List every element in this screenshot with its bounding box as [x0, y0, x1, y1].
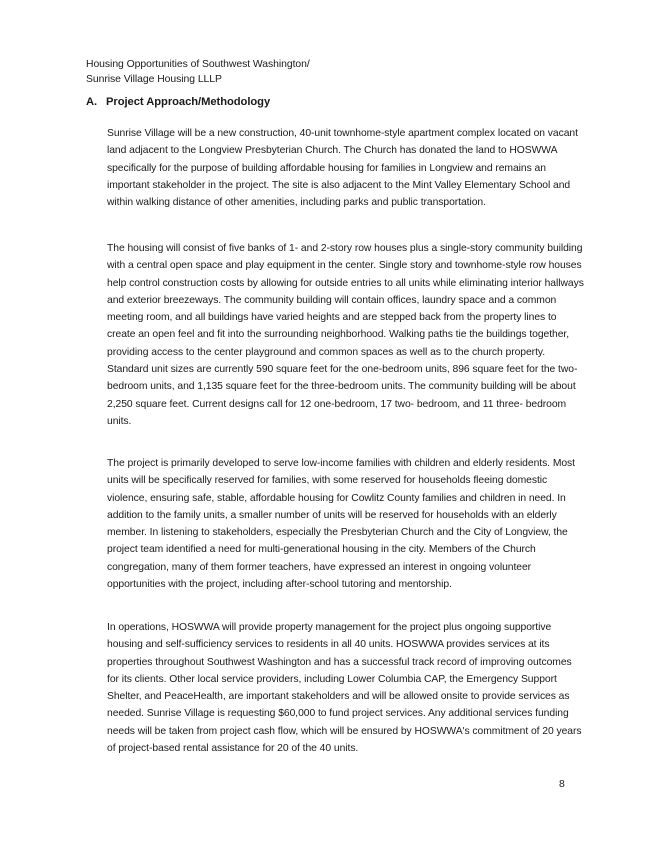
paragraph-site-overview: Sunrise Village will be a new construction, 40-unit townhome-style apartment complex located on vacant land adjacent to the Longview Presbyterian Church. The Church has donated the land to HOSWWA specifically for the purpose of building affordable housing for families in Longview and remains an important stakeholder in the project. The site is also adjacent to the Mint Valley Elementary School and within walking distance of other amenities, including parks and public transportation. [107, 128, 578, 209]
section-heading [86, 95, 270, 110]
paragraph-target-population: The project is primarily developed to serve low-income families with children and elderly residents. Most units will be specifically reserved for families, with some reserved for households fleeing domestic violence, ensuring safe, stable, affordable housing for Cowlitz County families and children in need. In addition to the family units, a smaller number of units will be reserved for households with an elderly member. In listening to stakeholders, especially the Presbyterian Church and the City of Longview, the project team identified a need for multi-generational housing in the city. Members of the Church congregation, many of them former teachers, have expressed an interest in ongoing volunteer opportunities with the project, including after-school tutoring and mentorship. [107, 458, 575, 591]
paragraph-housing-design: The housing will consist of five banks of 1- and 2-story row houses plus a single-story community building with a central open space and play equipment in the center. Single story and townhome-style row houses help control construction costs by allowing for outside entries to all units while eliminating interior hallways and exterior breezeways. The community building will contain offices, laundry space and a common meeting room, and all buildings have varied heights and are stepped back from the property lines to create an open feel and fit into the surrounding neighborhood. Walking paths tie the buildings together, providing access to the center playground and common spaces as well as to the church property. Standard unit sizes are currently 590 square feet for the one-bedroom units, 896 square feet for the two-bedroom units, and 1,135 square feet for the three-bedroom units. The community building will be about 2,250 square feet. Current designs call for 12 one-bedroom, 17 two- bedroom, and 11 three- bedroom units. [107, 243, 584, 427]
header-project-entity: Sunrise Village Housing LLLP [86, 74, 222, 85]
header-organization: Housing Opportunities of Southwest Washington/ [86, 59, 310, 70]
section-title: Project Approach/Methodology [106, 96, 271, 108]
paragraph-operations-services: In operations, HOSWWA will provide property management for the project plus ongoing supportive housing and self-sufficiency services to residents in all 40 units. HOSWWA provides services at its properties throughout Southwest Washington and has a successful track record of improving outcomes for its clients. Other local service providers, including Lower Columbia CAP, the Emergency Support Shelter, and PeaceHealth, are important stakeholders and will be allowed onsite to provide services as needed. Sunrise Village is requesting $60,000 to fund project services. Any additional services funding needs will be taken from project cash flow, which will be ensured by HOSWWA's commitment of 20 years of project-based rental assistance for 20 of the 40 units. [107, 622, 582, 755]
page-number: 8 [559, 779, 565, 790]
section-label: A. [86, 96, 98, 108]
document-header [86, 57, 310, 87]
